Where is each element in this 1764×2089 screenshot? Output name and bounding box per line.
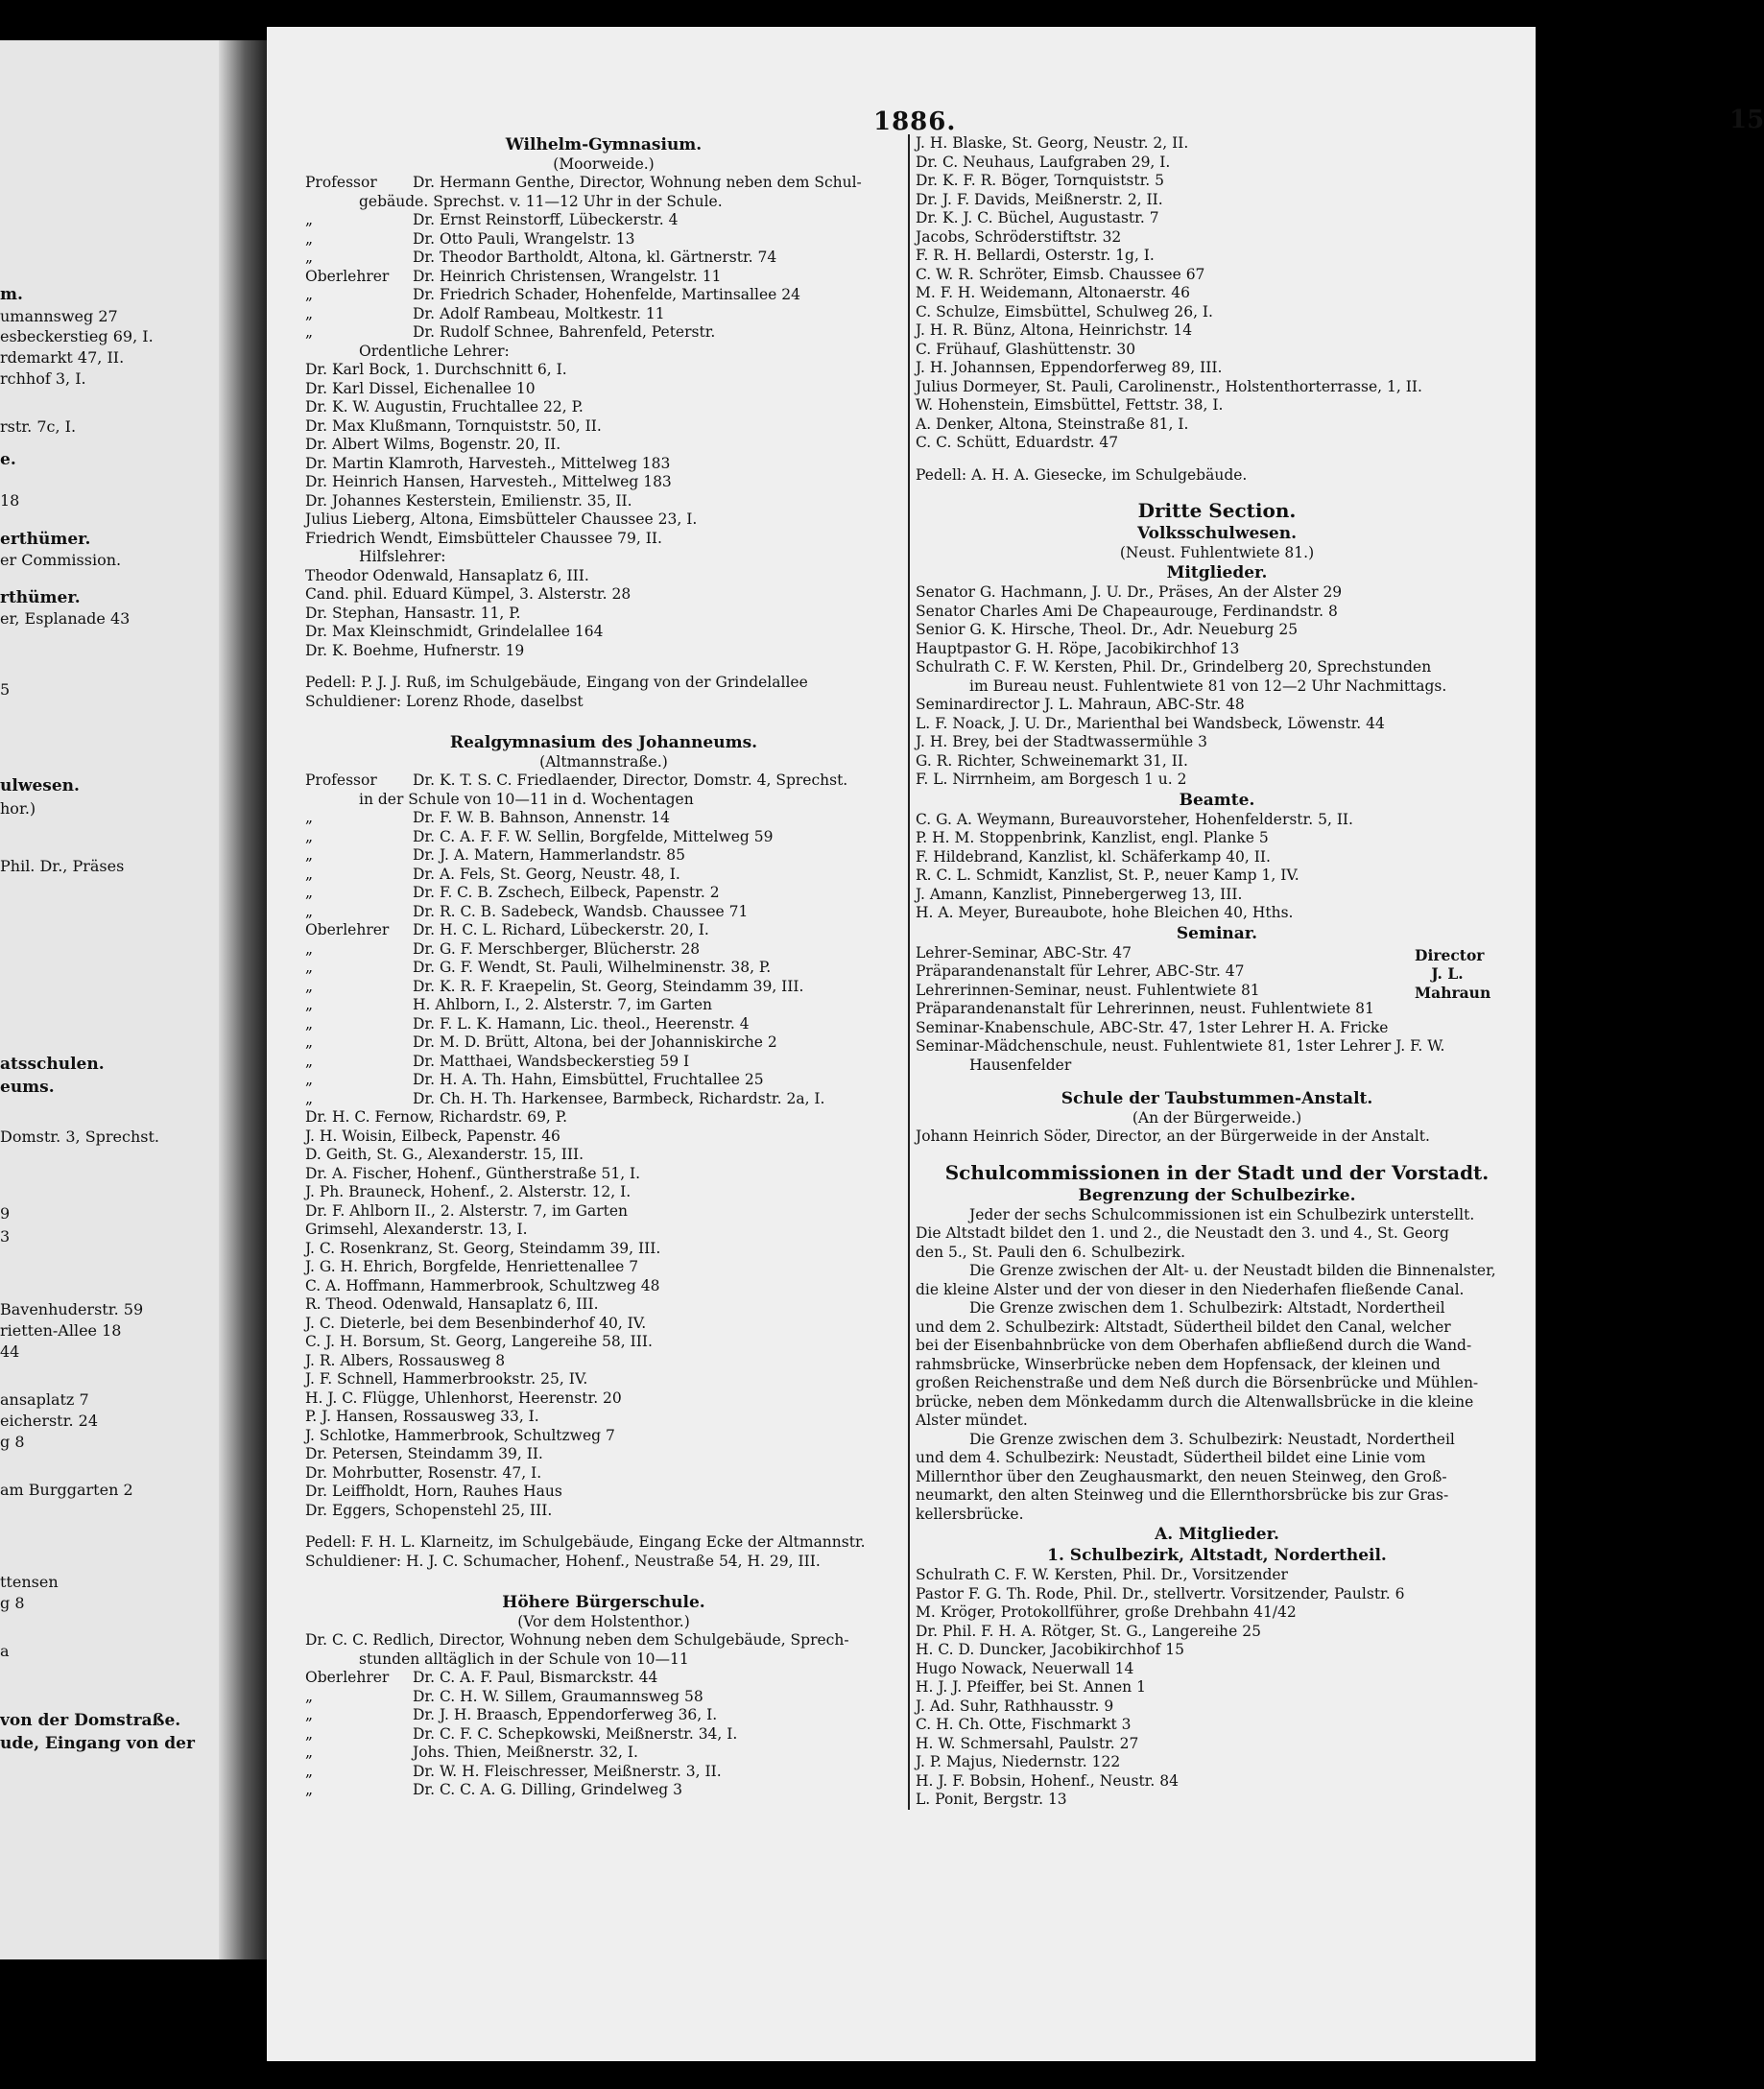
entry-text: Dr. C. F. C. Schepkowski, Meißnerstr. 34, I. bbox=[413, 1724, 738, 1743]
left-fragment-line: Domstr. 3, Sprechst. bbox=[0, 1128, 159, 1146]
left-page-fragment bbox=[0, 40, 219, 1959]
directory-entry bbox=[305, 903, 902, 922]
entry-title: „ bbox=[305, 1033, 314, 1051]
entry-title: „ bbox=[305, 1071, 314, 1088]
directory-entry: Dr. Max Kleinschmidt, Grindelallee 164 bbox=[305, 623, 604, 640]
entry-title: „ bbox=[305, 1052, 314, 1070]
directory-entry: Dr. A. Fischer, Hohenf., Güntherstraße 51, I. bbox=[305, 1164, 641, 1182]
directory-entry: Senator G. Hachmann, J. U. Dr., Präses, An der Alster 29 bbox=[916, 583, 1343, 601]
directory-entry: Dr. Albert Wilms, Bogenstr. 20, II. bbox=[305, 436, 561, 453]
entry-text: Dr. Theodor Bartholdt, Altona, kl. Gärtnerstr. 74 bbox=[413, 249, 777, 266]
entry-title: Oberlehrer bbox=[305, 267, 390, 285]
directory-entry: C. J. H. Borsum, St. Georg, Langereihe 58, III. bbox=[305, 1333, 653, 1350]
directory-entry bbox=[305, 1744, 902, 1763]
directory-entry: J. H. Woisin, Eilbeck, Papenstr. 46 bbox=[305, 1127, 560, 1145]
left-fragment-line: am Burggarten 2 bbox=[0, 1481, 133, 1499]
directory-entry bbox=[305, 978, 902, 997]
directory-entry: J. Schlotke, Hammerbrook, Schultzweg 7 bbox=[305, 1426, 615, 1444]
directory-entry bbox=[305, 1688, 902, 1707]
entry-title: „ bbox=[305, 304, 314, 322]
continuation-line: Ordentliche Lehrer: bbox=[359, 342, 510, 360]
directory-entry: J. Ph. Brauneck, Hohenf., 2. Alsterstr. 12, I. bbox=[305, 1183, 632, 1200]
directory-entry: bei der Eisenbahnbrücke von dem Oberhafen abfließend durch die Wand- bbox=[916, 1337, 1472, 1354]
directory-entry bbox=[305, 1053, 902, 1072]
directory-entry: P. H. M. Stoppenbrink, Kanzlist, engl. Planke 5 bbox=[916, 829, 1269, 846]
seminar-entry: Präparandenanstalt für Lehrer, ABC-Str. 47 bbox=[916, 962, 1245, 980]
entry-title: „ bbox=[305, 977, 314, 995]
spacer bbox=[305, 1571, 902, 1592]
left-fragment-line: m. bbox=[0, 285, 23, 304]
entry-title: „ bbox=[305, 229, 314, 248]
directory-entry bbox=[305, 1015, 902, 1034]
directory-entry: W. Hohenstein, Eimsbüttel, Fettstr. 38, I. bbox=[916, 396, 1224, 414]
entry-text: Dr. Friedrich Schader, Hohenfelde, Martinsallee 24 bbox=[413, 286, 800, 303]
entry-text: Dr. J. A. Matern, Hammerlandstr. 85 bbox=[413, 846, 685, 864]
left-fragment-line: erthümer. bbox=[0, 530, 91, 549]
entry-title: „ bbox=[305, 1089, 314, 1107]
left-fragment-line: Phil. Dr., Präses bbox=[0, 857, 125, 875]
entry-text: Dr. R. C. B. Sadebeck, Wandsb. Chaussee 71 bbox=[413, 902, 749, 920]
directory-entry: Cand. phil. Eduard Kümpel, 3. Alsterstr. 28 bbox=[305, 585, 632, 603]
section-heading: Schule der Taubstummen-Anstalt. bbox=[1061, 1089, 1373, 1108]
directory-entry: kellersbrücke. bbox=[916, 1505, 1024, 1523]
left-fragment-line: rthümer. bbox=[0, 588, 81, 607]
directory-entry: J. C. Dieterle, bei dem Besenbinderhof 40, IV. bbox=[305, 1314, 647, 1332]
left-fragment-line: ansaplatz 7 bbox=[0, 1390, 89, 1409]
directory-entry: D. Geith, St. G., Alexanderstr. 15, III. bbox=[305, 1146, 584, 1163]
directory-entry bbox=[305, 249, 902, 268]
entry-title: „ bbox=[305, 902, 314, 920]
directory-entry: A. Denker, Altona, Steinstraße 81, I. bbox=[916, 415, 1189, 433]
directory-entry: Theodor Odenwald, Hansaplatz 6, III. bbox=[305, 566, 589, 584]
entry-text: Dr. F. W. B. Bahnson, Annenstr. 14 bbox=[413, 809, 671, 826]
entry-text: Dr. K. R. F. Kraepelin, St. Georg, Steindamm 39, III. bbox=[413, 977, 804, 995]
directory-entry: M. Kröger, Protokollführer, große Drehbahn 41/42 bbox=[916, 1603, 1297, 1621]
directory-entry: Grimsehl, Alexanderstr. 13, I. bbox=[305, 1221, 528, 1238]
directory-entry: Dr. F. Ahlborn II., 2. Alsterstr. 7, im Garten bbox=[305, 1201, 629, 1220]
directory-entry: Alster mündet. bbox=[916, 1412, 1028, 1429]
directory-entry: Dr. C. Neuhaus, Laufgraben 29, I. bbox=[916, 153, 1171, 171]
directory-entry: F. L. Nirrnheim, am Borgesch 1 u. 2 bbox=[916, 771, 1187, 788]
spacer bbox=[916, 1147, 1518, 1160]
seminar-entry: Lehrer-Seminar, ABC-Str. 47 Director J. L. Mahraun bbox=[916, 943, 1491, 1002]
entry-text: Dr. G. F. Merschberger, Blücherstr. 28 bbox=[413, 939, 701, 958]
entry-title: „ bbox=[305, 939, 314, 958]
directory-entry: C. C. Schütt, Eduardstr. 47 bbox=[916, 434, 1119, 451]
directory-entry: neumarkt, den alten Steinweg und die Ellernthorsbrücke bis zur Gras- bbox=[916, 1486, 1449, 1504]
section-address: (An der Bürgerweide.) bbox=[1132, 1109, 1302, 1127]
directory-entry: Dr. Max Klußmann, Tornquiststr. 50, II. bbox=[305, 416, 602, 435]
left-fragment-line: rstr. 7c, I. bbox=[0, 417, 77, 436]
directory-entry: J. H. R. Bünz, Altona, Heinrichstr. 14 bbox=[916, 321, 1193, 339]
directory-entry: den 5., St. Pauli den 6. Schulbezirk. bbox=[916, 1243, 1186, 1261]
entry-text: Dr. H. C. L. Richard, Lübeckerstr. 20, I. bbox=[413, 921, 709, 938]
continuation-line: stunden alltäglich in der Schule von 10—11 bbox=[359, 1650, 689, 1668]
directory-entry: H. J. J. Pfeiffer, bei St. Annen 1 bbox=[916, 1678, 1146, 1696]
entry-title: „ bbox=[305, 1762, 314, 1780]
directory-entry: Schuldiener: Lorenz Rhode, daselbst bbox=[305, 692, 584, 710]
page-number: 15 bbox=[1729, 106, 1764, 134]
directory-entry: Dr. Karl Bock, 1. Durchschnitt 6, I. bbox=[305, 361, 567, 378]
section-heading: A. Mitglieder. bbox=[1155, 1525, 1279, 1544]
continuation-line: Die Grenze zwischen dem 3. Schulbezirk: Neustadt, Nordertheil bbox=[969, 1430, 1455, 1448]
entry-text: Dr. W. H. Fleischresser, Meißnerstr. 3, II. bbox=[413, 1762, 722, 1780]
directory-entry: Pedell: A. H. A. Giesecke, im Schulgebäude. bbox=[916, 465, 1248, 484]
directory-entry: L. Ponit, Bergstr. 13 bbox=[916, 1791, 1067, 1808]
directory-entry: Dr. C. C. Redlich, Director, Wohnung neben dem Schulgebäude, Sprech- bbox=[305, 1631, 849, 1649]
section-heading: Seminar. bbox=[1176, 923, 1258, 943]
directory-entry: Millernthor über den Zeughausmarkt, den neuen Steinweg, den Groß- bbox=[916, 1467, 1447, 1485]
spacer bbox=[305, 711, 902, 732]
directory-entry bbox=[305, 884, 902, 903]
spacer bbox=[916, 1075, 1518, 1088]
entry-title: „ bbox=[305, 1781, 314, 1798]
entry-title: „ bbox=[305, 286, 314, 303]
directory-entry bbox=[305, 809, 902, 828]
spacer bbox=[916, 453, 1518, 466]
directory-entry: Dr. Stephan, Hansastr. 11, P. bbox=[305, 604, 521, 622]
entry-text: Dr. F. C. B. Zschech, Eilbeck, Papenstr. 2 bbox=[413, 884, 720, 901]
entry-title: „ bbox=[305, 323, 314, 341]
entry-text: Dr. K. T. S. C. Friedlaender, Director, Domstr. 4, Sprechst. bbox=[413, 772, 848, 789]
directory-entry: F. R. H. Bellardi, Osterstr. 1g, I. bbox=[916, 247, 1155, 264]
book-gutter bbox=[219, 40, 267, 1959]
left-fragment-line: rdemarkt 47, II. bbox=[0, 348, 125, 367]
directory-entry: J. G. H. Ehrich, Borgfelde, Henriettenallee 7 bbox=[305, 1258, 639, 1275]
continuation-line: Hausenfelder bbox=[969, 1056, 1072, 1074]
directory-entry: J. H. Brey, bei der Stadtwassermühle 3 bbox=[916, 733, 1207, 750]
brace-text: Director bbox=[1415, 945, 1485, 964]
directory-entry: Die Altstadt bildet den 1. und 2., die Neustadt den 3. und 4., St. Georg bbox=[916, 1224, 1449, 1242]
entry-text: Dr. G. F. Wendt, St. Pauli, Wilhelminenstr. 38, P. bbox=[413, 959, 772, 976]
seminar-entry: Präparandenanstalt für Lehrerinnen, neust. Fuhlentwiete 81 bbox=[916, 1000, 1374, 1017]
left-fragment-line: 5 bbox=[0, 680, 11, 699]
entry-title: „ bbox=[305, 959, 314, 976]
directory-entry: H. J. C. Flügge, Uhlenhorst, Heerenstr. 20 bbox=[305, 1389, 622, 1407]
directory-entry: J. Ad. Suhr, Rathhausstr. 9 bbox=[916, 1697, 1114, 1715]
entry-title: „ bbox=[305, 1706, 314, 1723]
section-heading: 1. Schulbezirk, Altstadt, Nordertheil. bbox=[1047, 1546, 1387, 1565]
directory-entry: Dr. Leiffholdt, Horn, Rauhes Haus bbox=[305, 1483, 562, 1500]
directory-entry bbox=[305, 305, 902, 324]
directory-entry: Jacobs, Schröderstiftstr. 32 bbox=[916, 227, 1122, 246]
spacer bbox=[305, 1520, 902, 1533]
left-fragment-line: atsschulen. bbox=[0, 1055, 105, 1074]
entry-title: „ bbox=[305, 1744, 314, 1761]
directory-entry bbox=[305, 1090, 902, 1109]
directory-entry: Dr. K. Boehme, Hufnerstr. 19 bbox=[305, 641, 525, 659]
directory-entry: J. H. Johannsen, Eppendorferweg 89, III. bbox=[916, 359, 1223, 376]
left-fragment-line: hor.) bbox=[0, 799, 36, 818]
directory-entry: C. Schulze, Eimsbüttel, Schulweg 26, I. bbox=[916, 302, 1213, 320]
entry-text: Dr. H. A. Th. Hahn, Eimsbüttel, Fruchtallee 25 bbox=[413, 1071, 764, 1088]
directory-entry: und dem 4. Schulbezirk: Neustadt, Südertheil bildet eine Linie vom bbox=[916, 1449, 1426, 1466]
entry-title: „ bbox=[305, 865, 314, 883]
left-column bbox=[305, 134, 902, 1800]
directory-entry: Dr. Petersen, Steindamm 39, II. bbox=[305, 1445, 543, 1462]
directory-entry bbox=[305, 921, 902, 940]
directory-entry: Pedell: F. H. L. Klarneitz, im Schulgebäude, Eingang Ecke der Altmannstr. bbox=[305, 1533, 866, 1551]
entry-text: Dr. C. A. F. F. W. Sellin, Borgfelde, Mittelweg 59 bbox=[413, 827, 774, 845]
left-fragment-line: rchhof 3, I. bbox=[0, 369, 86, 388]
directory-entry: H. W. Schmersahl, Paulstr. 27 bbox=[916, 1734, 1139, 1752]
directory-entry bbox=[305, 174, 902, 193]
directory-entry: Dr. Karl Dissel, Eichenallee 10 bbox=[305, 379, 536, 397]
entry-title: „ bbox=[305, 846, 314, 864]
section-heading: Mitglieder. bbox=[1166, 563, 1268, 582]
left-fragment-line: von der Domstraße. bbox=[0, 1711, 181, 1730]
directory-entry bbox=[305, 828, 902, 847]
left-fragment-line: 9 bbox=[0, 1204, 11, 1223]
directory-entry: Senator Charles Ami De Chapeaurouge, Ferdinandstr. 8 bbox=[916, 602, 1338, 620]
directory-entry: Hauptpastor G. H. Röpe, Jacobikirchhof 13 bbox=[916, 639, 1240, 657]
directory-entry bbox=[305, 1071, 902, 1090]
directory-entry: C. H. Ch. Otte, Fischmarkt 3 bbox=[916, 1716, 1132, 1733]
directory-entry: brücke, neben dem Mönkedamm durch die Altenwallsbrücke in die kleine bbox=[916, 1392, 1474, 1411]
directory-entry: R. C. L. Schmidt, Kanzlist, St. P., neuer Kamp 1, IV. bbox=[916, 866, 1299, 884]
directory-entry: Dr. Mohrbutter, Rosenstr. 47, I. bbox=[305, 1463, 542, 1482]
directory-entry: großen Reichenstraße und dem Neß durch die Börsenbrücke und Mühlen- bbox=[916, 1374, 1479, 1391]
continuation-line: Die Grenze zwischen der Alt- u. der Neustadt bilden die Binnenalster, bbox=[969, 1262, 1496, 1279]
entry-title: „ bbox=[305, 1687, 314, 1705]
left-fragment-line: er Commission. bbox=[0, 551, 122, 569]
entry-title: „ bbox=[305, 1724, 314, 1743]
left-fragment-line: a bbox=[0, 1642, 10, 1660]
directory-entry: Dr. K. F. R. Böger, Tornquiststr. 5 bbox=[916, 172, 1165, 189]
section-heading: Wilhelm-Gymnasium. bbox=[505, 135, 703, 154]
entry-title: „ bbox=[305, 884, 314, 901]
directory-entry: J. R. Albers, Rossausweg 8 bbox=[305, 1351, 506, 1369]
directory-entry bbox=[305, 1669, 902, 1688]
entry-text: Dr. C. A. F. Paul, Bismarckstr. 44 bbox=[413, 1669, 658, 1686]
section-heading: Begrenzung der Schulbezirke. bbox=[1078, 1185, 1356, 1205]
directory-entry: und dem 2. Schulbezirk: Altstadt, Südertheil bildet den Canal, welcher bbox=[916, 1317, 1451, 1336]
directory-entry: H. A. Meyer, Bureaubote, hohe Bleichen 40, Hths. bbox=[916, 904, 1294, 921]
directory-entry: Hugo Nowack, Neuerwall 14 bbox=[916, 1659, 1134, 1677]
left-fragment-line: er, Esplanade 43 bbox=[0, 609, 131, 628]
entry-text: Dr. Heinrich Christensen, Wrangelstr. 11 bbox=[413, 267, 722, 285]
left-fragment-line: umannsweg 27 bbox=[0, 307, 118, 325]
continuation-line: in der Schule von 10—11 in d. Wochentagen bbox=[359, 790, 694, 808]
seminar-entry: Lehrerinnen-Seminar, neust. Fuhlentwiete 81 bbox=[916, 981, 1260, 999]
entry-title: „ bbox=[305, 211, 314, 228]
directory-entry: Julius Lieberg, Altona, Eimsbütteler Chaussee 23, I. bbox=[305, 510, 698, 528]
left-fragment-line: ttensen bbox=[0, 1573, 59, 1591]
left-fragment-line: Bavenhuderstr. 59 bbox=[0, 1300, 144, 1318]
entry-title: Professor bbox=[305, 174, 377, 191]
left-fragment-line: e. bbox=[0, 450, 16, 469]
left-fragment-line: ulwesen. bbox=[0, 776, 80, 795]
entry-title: Oberlehrer bbox=[305, 921, 390, 938]
continuation-line: Die Grenze zwischen dem 1. Schulbezirk: Altstadt, Nordertheil bbox=[969, 1299, 1445, 1317]
directory-entry bbox=[305, 772, 902, 791]
directory-entry: Dr. H. C. Fernow, Richardstr. 69, P. bbox=[305, 1108, 568, 1126]
major-heading: Dritte Section. bbox=[1137, 499, 1297, 522]
directory-entry: Schulrath C. F. W. Kersten, Phil. Dr., Vorsitzender bbox=[916, 1566, 1288, 1583]
entry-text: Johs. Thien, Meißnerstr. 32, I. bbox=[413, 1744, 638, 1761]
directory-entry: Dr. K. W. Augustin, Fruchtallee 22, P. bbox=[305, 398, 584, 415]
brace-text: J. L. bbox=[1431, 964, 1464, 983]
section-heading: Volksschulwesen. bbox=[1137, 524, 1297, 543]
directory-entry: J. C. Rosenkranz, St. Georg, Steindamm 39, III. bbox=[305, 1239, 661, 1257]
entry-text: Dr. Ernst Reinstorff, Lübeckerstr. 4 bbox=[413, 211, 679, 228]
left-fragment-line: g 8 bbox=[0, 1433, 25, 1451]
directory-entry bbox=[305, 286, 902, 305]
entry-title: „ bbox=[305, 1014, 314, 1033]
entry-text: Dr. Matthaei, Wandsbeckerstieg 59 I bbox=[413, 1052, 690, 1070]
continuation-line: im Bureau neust. Fuhlentwiete 81 von 12—2 Uhr Nachmittags. bbox=[969, 677, 1447, 695]
directory-entry: Johann Heinrich Söder, Director, an der Bürgerweide in der Anstalt. bbox=[916, 1128, 1430, 1145]
directory-entry: Pedell: P. J. J. Ruß, im Schulgebäude, Eingang von der Grindelallee bbox=[305, 674, 808, 691]
directory-entry bbox=[305, 846, 902, 866]
directory-entry: P. J. Hansen, Rossausweg 33, I. bbox=[305, 1408, 539, 1425]
directory-entry: Pastor F. G. Th. Rode, Phil. Dr., stellvertr. Vorsitzender, Paulstr. 6 bbox=[916, 1584, 1405, 1602]
directory-entry: M. F. H. Weidemann, Altonaerstr. 46 bbox=[916, 284, 1190, 301]
section-address: (Neust. Fuhlentwiete 81.) bbox=[1119, 544, 1315, 561]
entry-text: Dr. C. H. W. Sillem, Graumannsweg 58 bbox=[413, 1687, 703, 1705]
directory-entry: C. A. Hoffmann, Hammerbrook, Schultzweg 48 bbox=[305, 1276, 660, 1294]
directory-entry: J. Amann, Kanzlist, Pinnebergerweg 13, III. bbox=[916, 885, 1243, 903]
directory-entry bbox=[305, 1725, 902, 1745]
directory-entry bbox=[305, 268, 902, 287]
entry-text: Dr. F. L. K. Hamann, Lic. theol., Heerenstr. 4 bbox=[413, 1014, 750, 1033]
directory-entry: die kleine Alster und der von dieser in den Niederhafen fließende Canal. bbox=[916, 1280, 1465, 1298]
directory-entry: Dr. Phil. F. H. A. Rötger, St. G., Langereihe 25 bbox=[916, 1622, 1261, 1640]
directory-entry: Dr. J. F. Davids, Meißnerstr. 2, II. bbox=[916, 190, 1163, 208]
entry-text: Dr. Ch. H. Th. Harkensee, Barmbeck, Richardstr. 2a, I. bbox=[413, 1089, 825, 1107]
entry-text: Dr. C. C. A. G. Dilling, Grindelweg 3 bbox=[413, 1781, 682, 1798]
entry-title: Professor bbox=[305, 772, 377, 789]
directory-entry: Seminar-Knabenschule, ABC-Str. 47, 1ster Lehrer H. A. Fricke bbox=[916, 1018, 1389, 1036]
entry-text: Dr. Otto Pauli, Wrangelstr. 13 bbox=[413, 229, 635, 248]
left-fragment-line: esbeckerstieg 69, I. bbox=[0, 327, 154, 345]
left-fragment-line: rietten-Allee 18 bbox=[0, 1321, 122, 1340]
entry-text: Dr. J. H. Braasch, Eppendorferweg 36, I. bbox=[413, 1706, 718, 1723]
directory-entry: Dr. Eggers, Schopenstehl 25, III. bbox=[305, 1501, 553, 1519]
spacer bbox=[305, 660, 902, 674]
directory-entry bbox=[305, 1706, 902, 1725]
directory-entry: H. J. F. Bobsin, Hohenf., Neustr. 84 bbox=[916, 1771, 1179, 1790]
directory-entry: J. P. Majus, Niedernstr. 122 bbox=[916, 1753, 1121, 1770]
right-column bbox=[908, 134, 1518, 1810]
section-heading: Realgymnasium des Johanneums. bbox=[449, 733, 758, 752]
left-fragment-line: g 8 bbox=[0, 1594, 25, 1612]
continuation-line: Jeder der sechs Schulcommissionen ist ein Schulbezirk unterstellt. bbox=[969, 1205, 1475, 1223]
directory-entry: Dr. Heinrich Hansen, Harvesteh., Mittelweg 183 bbox=[305, 473, 672, 490]
directory-entry: Seminardirector J. L. Mahraun, ABC-Str. 48 bbox=[916, 696, 1245, 713]
directory-entry: Seminar-Mädchenschule, neust. Fuhlentwiete 81, 1ster Lehrer J. F. W. bbox=[916, 1037, 1445, 1055]
left-fragment-line: eums. bbox=[0, 1078, 55, 1097]
directory-entry bbox=[305, 1781, 902, 1800]
section-address: (Moorweide.) bbox=[553, 155, 655, 173]
directory-entry bbox=[305, 1763, 902, 1782]
entry-title: „ bbox=[305, 827, 314, 845]
directory-entry bbox=[305, 996, 902, 1015]
directory-entry: Julius Dormeyer, St. Pauli, Carolinenstr., Holstenthorterrasse, 1, II. bbox=[916, 377, 1422, 395]
continuation-line: gebäude. Sprechst. v. 11—12 Uhr in der Schule. bbox=[359, 192, 723, 210]
left-fragment-line: 3 bbox=[0, 1227, 11, 1246]
directory-entry: Dr. Martin Klamroth, Harvesteh., Mittelweg 183 bbox=[305, 454, 671, 472]
left-fragment-line: ude, Eingang von der bbox=[0, 1734, 195, 1753]
directory-entry bbox=[305, 940, 902, 960]
directory-entry: L. F. Noack, J. U. Dr., Marienthal bei Wandsbeck, Löwenstr. 44 bbox=[916, 714, 1385, 732]
left-fragment-line: eicherstr. 24 bbox=[0, 1412, 99, 1430]
major-heading: Schulcommissionen in der Stadt und der Vorstadt. bbox=[944, 1160, 1490, 1184]
directory-entry: H. C. D. Duncker, Jacobikirchhof 15 bbox=[916, 1641, 1184, 1658]
section-address: (Altmannstraße.) bbox=[539, 753, 668, 771]
directory-entry: rahmsbrücke, Winserbrücke neben dem Hopfensack, der kleinen und bbox=[916, 1355, 1441, 1373]
entry-text: Dr. Hermann Genthe, Director, Wohnung neben dem Schul- bbox=[413, 174, 862, 191]
directory-entry: G. R. Richter, Schweinemarkt 31, II. bbox=[916, 751, 1188, 770]
page-year: 1886. bbox=[873, 107, 957, 136]
directory-entry: C. Frühauf, Glashüttenstr. 30 bbox=[916, 340, 1136, 358]
entry-text: Dr. M. D. Brütt, Altona, bei der Johanniskirche 2 bbox=[413, 1033, 777, 1051]
directory-entry: F. Hildebrand, Kanzlist, kl. Schäferkamp 40, II. bbox=[916, 847, 1271, 866]
directory-entry: C. W. R. Schröter, Eimsb. Chaussee 67 bbox=[916, 265, 1205, 283]
directory-entry: J. F. Schnell, Hammerbrookstr. 25, IV. bbox=[305, 1370, 588, 1388]
entry-title: „ bbox=[305, 249, 314, 266]
section-address: (Vor dem Holstenthor.) bbox=[517, 1613, 690, 1630]
entry-text: H. Ahlborn, I., 2. Alsterstr. 7, im Garten bbox=[413, 996, 712, 1013]
entry-text: Dr. Adolf Rambeau, Moltkestr. 11 bbox=[413, 304, 665, 322]
left-fragment-line: 18 bbox=[0, 491, 20, 510]
entry-title: Oberlehrer bbox=[305, 1669, 390, 1686]
directory-entry: Senior G. K. Hirsche, Theol. Dr., Adr. Neueburg 25 bbox=[916, 621, 1299, 638]
directory-entry: Schulrath C. F. W. Kersten, Phil. Dr., Grindelberg 20, Sprechstunden bbox=[916, 658, 1432, 676]
directory-entry bbox=[305, 866, 902, 885]
directory-entry: Dr. K. J. C. Büchel, Augustastr. 7 bbox=[916, 209, 1159, 226]
directory-entry bbox=[305, 211, 902, 230]
directory-entry bbox=[305, 1033, 902, 1053]
directory-entry bbox=[305, 230, 902, 249]
entry-title: „ bbox=[305, 809, 314, 826]
continuation-line: Hilfslehrer: bbox=[359, 548, 446, 565]
directory-entry bbox=[305, 323, 902, 343]
directory-entry: Schuldiener: H. J. C. Schumacher, Hohenf., Neustraße 54, H. 29, III. bbox=[305, 1552, 821, 1570]
entry-text: Dr. A. Fels, St. Georg, Neustr. 48, I. bbox=[413, 865, 680, 883]
section-heading: Höhere Bürgerschule. bbox=[502, 1593, 705, 1612]
directory-entry: Friedrich Wendt, Eimsbütteler Chaussee 79, II. bbox=[305, 529, 662, 547]
directory-entry: R. Theod. Odenwald, Hansaplatz 6, III. bbox=[305, 1295, 599, 1313]
entry-title: „ bbox=[305, 996, 314, 1013]
directory-entry: C. G. A. Weymann, Bureauvorsteher, Hohenfelderstr. 5, II. bbox=[916, 810, 1353, 828]
directory-entry: Dr. Johannes Kesterstein, Emilienstr. 35, II. bbox=[305, 491, 632, 510]
section-heading: Beamte. bbox=[1179, 790, 1255, 810]
left-fragment-line: 44 bbox=[0, 1342, 20, 1361]
brace-text: Mahraun bbox=[1415, 983, 1491, 1002]
entry-text: Dr. Rudolf Schnee, Bahrenfeld, Peterstr. bbox=[413, 323, 716, 341]
directory-entry bbox=[305, 959, 902, 978]
spacer bbox=[916, 485, 1518, 498]
directory-entry: J. H. Blaske, St. Georg, Neustr. 2, II. bbox=[916, 134, 1189, 152]
